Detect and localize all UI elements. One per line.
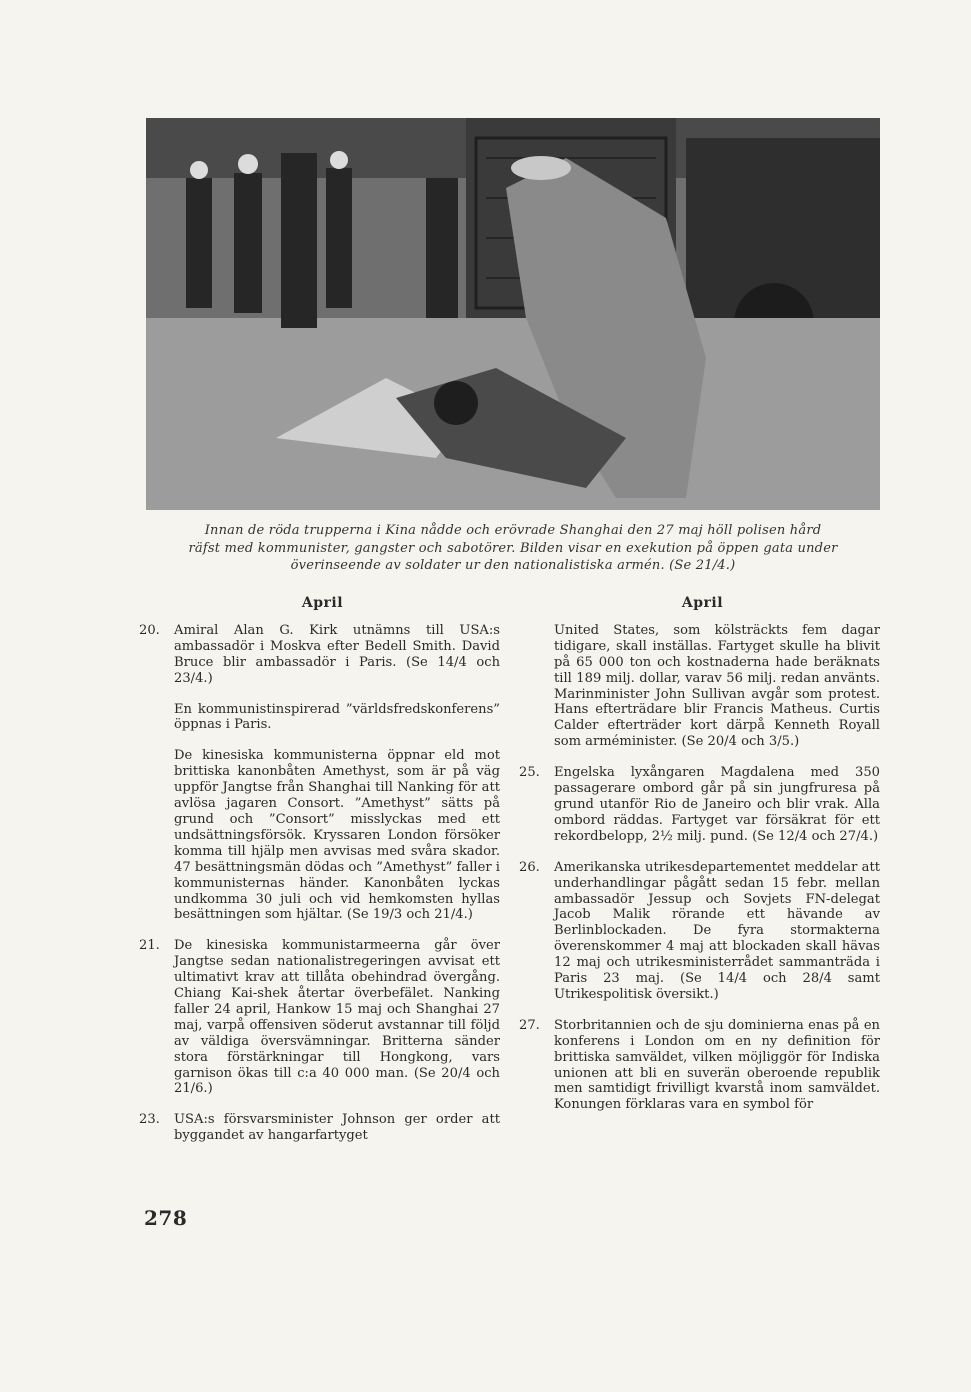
entry-23 (139, 1112, 500, 1144)
caption-line: Innan de röda trupperna i Kina nådde och erövrade Shanghai den 27 maj höll polisen hård (204, 523, 822, 538)
entry-number: 20. (139, 622, 160, 638)
right-column (519, 595, 880, 1128)
entry-paragraph: Amerikanska utrikesdepartementet meddelar att underhandlingar pågått sedan 15 febr. mellan ambassadör Jessup och Sovjets FN-delegat Jacob Malik rörande ett hävande av Berlinblockaden. De fyra stormakterna överenskommer 4 maj att blockaden skall hävas 12 maj och utrikesministerrådet sammanträda i Paris 23 maj. (Se 14/4 och 28/4 samt Utrikespolitisk översikt.) (554, 859, 880, 1002)
entry-number: 23. (139, 1112, 160, 1128)
left-column (139, 595, 500, 1159)
entry-paragraph: De kinesiska kommunisterna öppnar eld mot brittiska kanonbåten Amethyst, som är på väg uppför Jangtse från Shanghai till Nanking för att avlösa jagaren Consort. ”Amethyst” sätts på grund och ”Consort” misslyckas med ett undsättningsförsök. Kryssaren London försöker komma till hjälp men avvisas med svåra skador. 47 besättningsmän dödas och ”Amethyst” faller i kommunisternas händer. Kanonbåten lyckas undkomma 30 juli och vid hemkomsten hyllas besättningen som hjältar. (Se 19/3 och 21/4.) (174, 748, 500, 923)
entry-25 (519, 765, 880, 845)
entry-paragraph: United States, som kölsträckts fem dagar tidigare, skall inställas. Fartyget skulle ha blivit på 65 000 ton och kostnaderna hade beräknats till 189 milj. dollar, varav 56 milj. redan använts. Marinminister John Sullivan avgår som protest. Hans efterträdare blir Francis Matheus. Curtis Calder efterträder kort därpå Kenneth Royall som arméminister. (Se 20/4 och 3/5.) (554, 622, 880, 750)
entry-20 (139, 622, 500, 923)
entry-number: 27. (519, 1017, 540, 1033)
photo-caption (146, 522, 880, 575)
entry-paragraph: Amiral Alan G. Kirk utnämns till USA:s ambassadör i Moskva efter Bedell Smith. David Bruce blir ambassadör i Paris. (Se 14/4 och 23/4.) (174, 622, 500, 686)
entry-27 (519, 1017, 880, 1113)
entry-paragraph: Storbritannien och de sju dominierna enas på en konferens i London om en ny definition för brittiska samväldet, vilken möjliggör för Indiska unionen att bli en suverän oberoende republik men samtidigt frivilligt kvarstå inom samväldet. Konungen förklaras vara en symbol för (554, 1017, 880, 1113)
caption-line: överinseende av soldater ur den nationalistiska armén. (Se 21/4.) (290, 558, 736, 573)
execution-photo (146, 118, 880, 510)
entry-21 (139, 938, 500, 1097)
entry-number: 21. (139, 938, 160, 954)
page-number: 278 (144, 1206, 188, 1230)
entry-26 (519, 859, 880, 1003)
photo-illustration (146, 118, 880, 510)
entry-paragraph: USA:s försvarsminister Johnson ger order att byggandet av hangarfartyget (174, 1112, 500, 1144)
entry-paragraph: De kinesiska kommunistarmeerna går över Jangtse sedan nationalistregeringen avvisat ett ultimativt krav att tillåta obehindrad övergång. Chiang Kai-shek återtar överbefälet. Nanking faller 24 april, Hankow 15 maj och Shanghai 27 maj, varpå offensiven söderut avstannar till följd av väldiga översvämningar. Britterna sänder stora förstärkningar till Hongkong, vars garnison ökas till c:a 40 000 man. (Se 20/4 och 21/6.) (174, 938, 500, 1097)
caption-line: räfst med kommunister, gangster och sabotörer. Bilden visar en exekution på öppen gata under (188, 540, 838, 556)
entry-paragraph: Engelska lyxångaren Magdalena med 350 passagerare ombord går på sin jungfruresa på grund utanför Rio de Janeiro och blir vrak. Alla ombord räddas. Fartyget var försäkrat för ett rekordbelopp, 2½ milj. pund. (Se 12/4 och 27/4.) (554, 765, 880, 844)
entry-number: 26. (519, 859, 540, 875)
entry-number: 25. (519, 765, 540, 781)
entry-continuation (525, 623, 880, 750)
column-heading: April (681, 595, 724, 611)
entry-paragraph: En kommunistinspirerad ”världsfredskonferens” öppnas i Paris. (174, 701, 500, 733)
column-heading: April (301, 595, 344, 611)
